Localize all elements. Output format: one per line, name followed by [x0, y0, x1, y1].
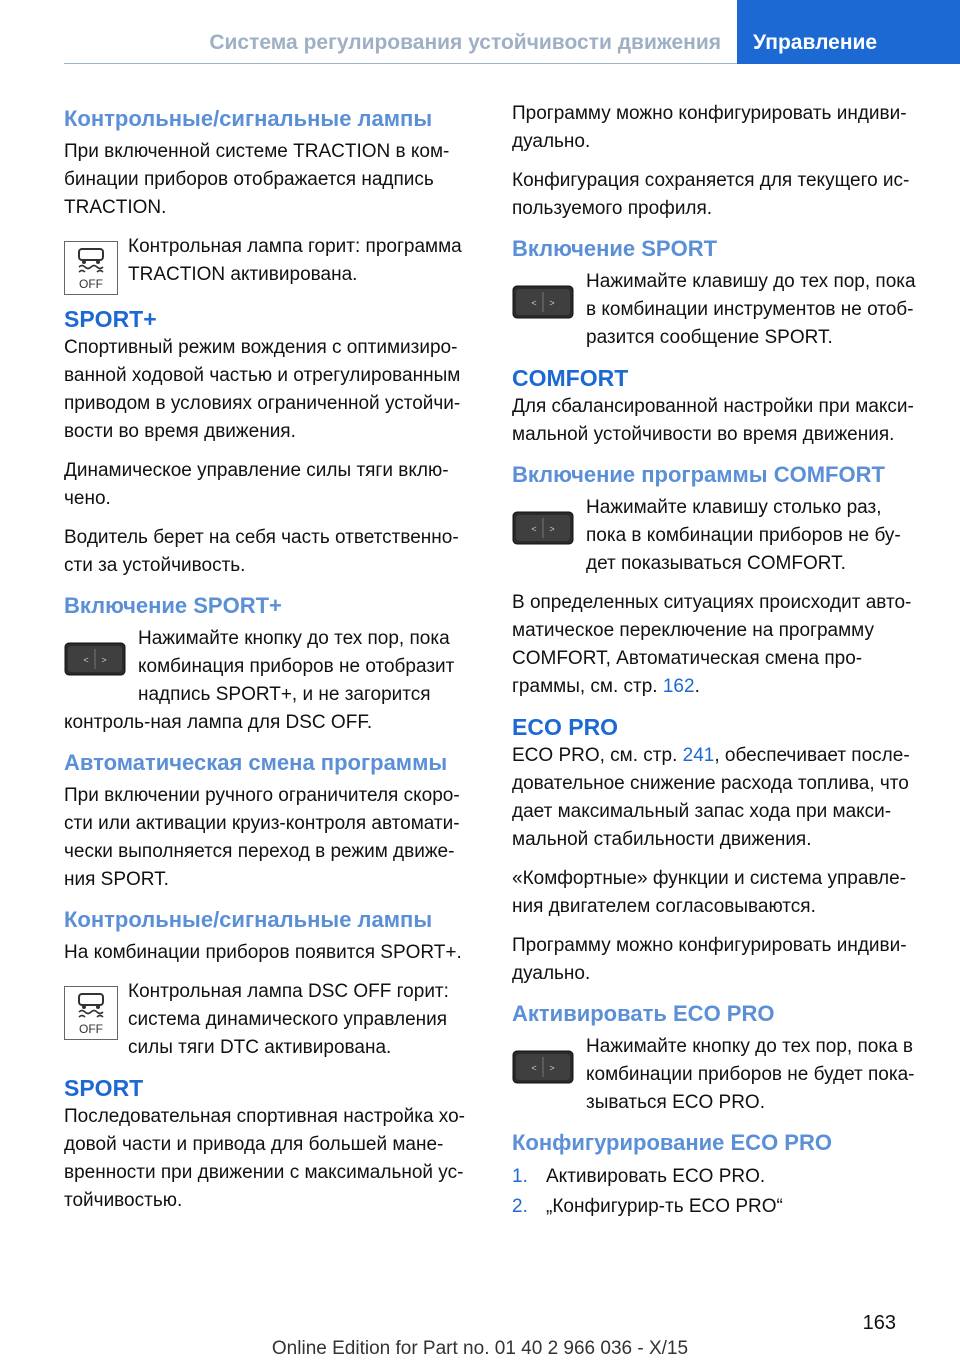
- paragraph: «Комфортные» функции и система управле-ния двигателем согласовываются.: [512, 868, 907, 917]
- heading-configure-eco-pro: Конфигурирование ECO PRO: [512, 1130, 832, 1155]
- button-instruction-text: Нажимайте кнопку до тех пор, пока комбинация приборов не отобразит надпись SPORT+, и не загорится контроль-ная лампа для DSC OFF.: [64, 628, 455, 733]
- paragraph: Спортивный режим вождения с оптимизиро-ванной ходовой частью и отрегулированным приводом в условиях ограниченной устойчи-вости во время движения.: [64, 337, 461, 442]
- drive-mode-switch-icon: [512, 280, 574, 324]
- indicator-text: Контрольная лампа горит: программа TRACTION активирована.: [128, 236, 462, 285]
- button-instruction: [512, 268, 924, 352]
- paragraph: ECO PRO, см. стр. 241, обеспечивает после-довательное снижение расхода топлива, что дает максимальный запас хода при макси-мальной стабильности движения.: [512, 745, 910, 850]
- heading-sport-plus: SPORT+: [64, 306, 157, 332]
- edition-footer: Online Edition for Part no. 01 40 2 966 036 - X/15: [271, 1338, 689, 1359]
- chapter-title: Система регулирования устойчивости движения: [64, 0, 737, 64]
- svg-text:<: <: [531, 1063, 537, 1073]
- drive-mode-switch-icon: [512, 506, 574, 550]
- paragraph: При включенной системе TRACTION в ком-бинации приборов отображается надпись TRACTION.: [64, 141, 450, 218]
- paragraph: Водитель берет на себя часть ответственно-сти за устойчивость.: [64, 527, 459, 576]
- page-header: [0, 0, 960, 64]
- svg-text:>: >: [549, 1063, 555, 1073]
- svg-text:>: >: [549, 524, 555, 534]
- button-instruction: [512, 1033, 924, 1117]
- drive-mode-switch-icon: [512, 1045, 574, 1089]
- paragraph: При включении ручного ограничителя скоро-сти или активации круиз-контроля автомати-чески выполняется переход в режим движе-ния SPORT.: [64, 785, 460, 890]
- list-text: Активировать ECO PRO.: [546, 1166, 766, 1187]
- drive-mode-switch-icon: [64, 637, 126, 681]
- svg-text:<: <: [531, 298, 537, 308]
- heading-sport: SPORT: [64, 1075, 144, 1101]
- paragraph: Программу можно конфигурировать индиви-дуально.: [512, 935, 907, 984]
- heading-indicator-lamps: Контрольные/сигнальные лампы: [64, 106, 433, 131]
- page-link-162[interactable]: 162: [662, 676, 695, 697]
- indicator-row: [64, 233, 476, 293]
- steps-list: [512, 1162, 924, 1222]
- page-number: 163: [862, 1312, 896, 1334]
- paragraph: Программу можно конфигурировать индиви-дуально.: [512, 103, 907, 152]
- heading-indicator-lamps: Контрольные/сигнальные лампы: [64, 907, 433, 932]
- button-instruction-text: Нажимайте кнопку до тех пор, пока в комбинации приборов не будет пока-зываться ECO PRO.: [586, 1036, 915, 1113]
- section-tab: Управление: [737, 0, 960, 64]
- list-number: 1.: [512, 1166, 528, 1187]
- paragraph: В определенных ситуациях происходит авто-матическое переключение на программу COMFORT, Автоматическая смена про-граммы, см. стр. 162.: [512, 592, 912, 697]
- button-instruction: [512, 494, 924, 578]
- paragraph: Для сбалансированной настройки при макси-мальной устойчивости во время движения.: [512, 396, 914, 445]
- svg-text:>: >: [101, 655, 107, 665]
- heading-comfort: COMFORT: [512, 365, 629, 391]
- icon-label: OFF: [79, 1022, 103, 1036]
- heading-eco-pro: ECO PRO: [512, 714, 619, 740]
- left-column: [64, 100, 476, 1226]
- paragraph: Конфигурация сохраняется для текущего ис-пользуемого профиля.: [512, 170, 910, 219]
- svg-text:<: <: [83, 655, 89, 665]
- svg-text:>: >: [549, 298, 555, 308]
- button-instruction-text: Нажимайте клавишу до тех пор, пока в комбинации инструментов не отоб-разится сообщение SPORT.: [586, 271, 916, 348]
- list-item: [512, 1192, 924, 1222]
- list-text: „Конфигурир-ть ECO PRO“: [546, 1196, 783, 1217]
- heading-enable-comfort: Включение программы COMFORT: [512, 462, 885, 487]
- dsc-off-icon: [64, 986, 118, 1040]
- list-item: [512, 1162, 924, 1192]
- button-instruction: [64, 625, 476, 737]
- paragraph: Последовательная спортивная настройка хо-довой части и привода для большей мане-вренности при движении с максимальной ус-тойчивостью.: [64, 1106, 465, 1211]
- button-instruction-text: Нажимайте клавишу столько раз, пока в комбинации приборов не бу-дет показываться COMFORT.: [586, 497, 901, 574]
- paragraph: На комбинации приборов появится SPORT+.: [64, 942, 462, 963]
- indicator-text: Контрольная лампа DSC OFF горит: система динамического управления силы тяги DTC активирована.: [128, 981, 449, 1058]
- svg-text:<: <: [531, 524, 537, 534]
- page-link-241[interactable]: 241: [682, 745, 715, 766]
- icon-label: OFF: [79, 277, 103, 291]
- heading-enable-sport: Включение SPORT: [512, 236, 718, 261]
- heading-enable-sport-plus: Включение SPORT+: [64, 593, 282, 618]
- heading-activate-eco-pro: Активировать ECO PRO: [512, 1001, 775, 1026]
- indicator-row: [64, 978, 476, 1062]
- dsc-off-icon: [64, 241, 118, 295]
- right-column: [512, 100, 924, 1228]
- paragraph: Динамическое управление силы тяги вклю-чено.: [64, 460, 449, 509]
- list-number: 2.: [512, 1196, 528, 1217]
- heading-auto-switch: Автоматическая смена программы: [64, 750, 448, 775]
